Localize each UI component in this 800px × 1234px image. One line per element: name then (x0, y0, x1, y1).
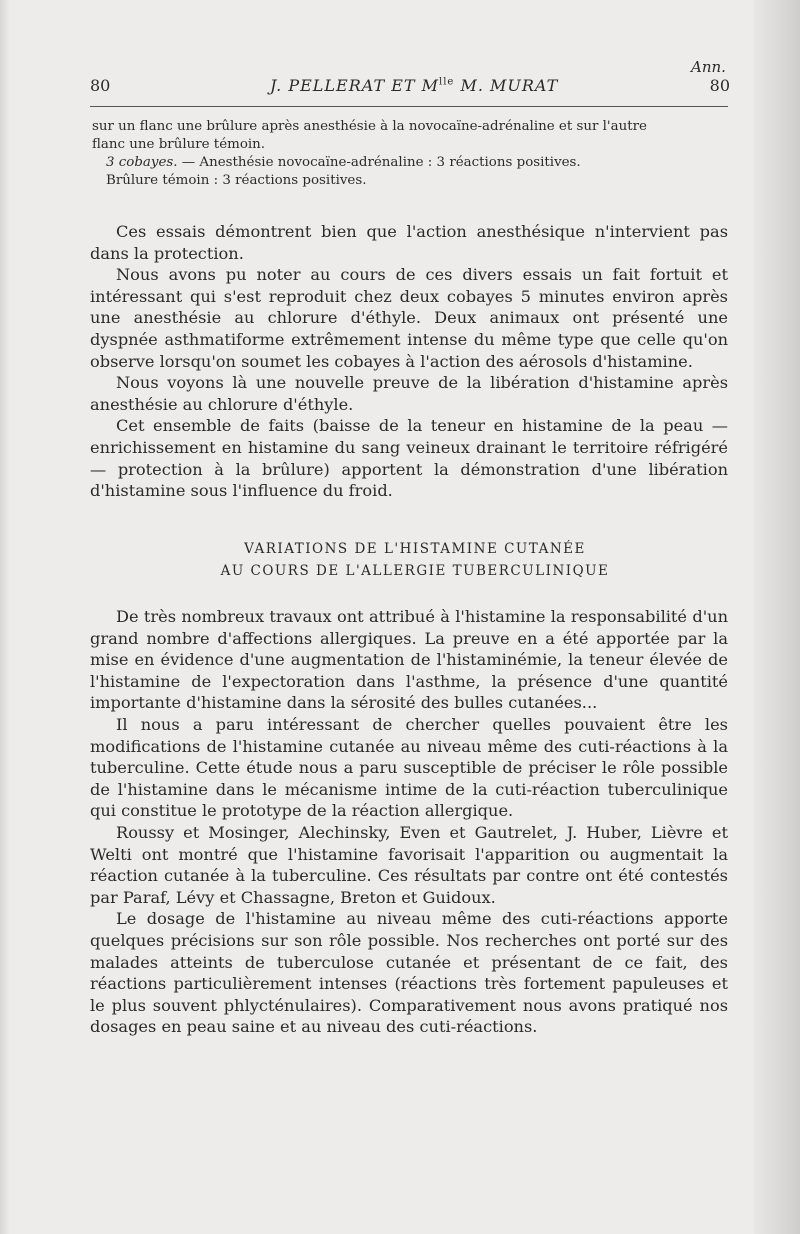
page-left-shadow (0, 0, 10, 1234)
note-line-rest: — Anesthésie novocaïne-adrénaline : 3 réactions positives. (177, 155, 581, 170)
header-rule (90, 106, 728, 107)
margin-annotation: Ann. (691, 58, 726, 76)
running-title (270, 76, 558, 95)
paragraph: Ces essais démontrent bien que l'action anesthésique n'intervient pas dans la protection. (90, 222, 728, 263)
body-block-top (90, 221, 728, 502)
note-line (92, 154, 732, 172)
note-line: Brûlure témoin : 3 réactions positives. (106, 173, 367, 188)
paragraph: Le dosage de l'histamine au niveau même des cuti-réactions apporte quelques précisions sur son rôle possible. Nos recherches ont porté sur des malades atteints de tuberculose cutanée et présentant de ce fait, des réactions particulièrement intenses (réactions très fortement papuleuses et le plus souvent phlycténulaires). Comparativement nous avons pratiqué nos dosages en peau saine et au niveau des cuti-réactions. (90, 909, 728, 1037)
paragraph: Cet ensemble de faits (baisse de la teneur en histamine de la peau — enrichissement en histamine du sang veineux drainant le territoire réfrigéré — protection à la brûlure) apportent la démonstration d'une libération d'histamine sous l'influence du froid. (90, 416, 728, 501)
running-title-surname: M. MURAT (454, 76, 559, 95)
running-title-superscript: lle (439, 76, 455, 88)
paragraph: De très nombreux travaux ont attribué à l'histamine la responsabilité d'un grand nombre d'affections allergiques. La preuve en a été apportée par la mise en évidence d'une augmentation de l'histaminémie, la teneur élevée de l'histamine de l'expectoration dans l'asthme, la présence d'une quantité importante d'histamine dans la sérosité des bulles cutanées... (90, 607, 728, 713)
running-title-authors: J. PELLERAT ET M (270, 76, 440, 95)
page-right-edge (754, 0, 800, 1234)
note-italic-label: 3 cobayes. (106, 155, 178, 170)
experiment-note (92, 118, 732, 190)
paragraph: Roussy et Mosinger, Alechinsky, Even et Gautrelet, J. Huber, Lièvre et Welti ont montré que l'histamine favorisait l'apparition ou augmentait la réaction cutanée à la tuberculine. Ces résultats par contre ont été contestés par Paraf, Lévy et Chassagne, Breton et Guidoux. (90, 822, 728, 907)
body-block-bottom (90, 606, 728, 1038)
page-number-left: 80 (90, 76, 111, 95)
paragraph: Nous voyons là une nouvelle preuve de la libération d'histamine après anesthésie au chlorure d'éthyle. (90, 373, 728, 414)
paragraph: Nous avons pu noter au cours de ces divers essais un fait fortuit et intéressant qui s'est reproduit chez deux cobayes 5 minutes environ après une anesthésie au chlorure d'éthyle. Deux animaux ont présenté une dyspnée asthmatiforme extrêmement intense du même type que celle qu'on observe lorsqu'on soumet les cobayes à l'action des aérosols d'histamine. (90, 265, 728, 371)
running-header (90, 76, 730, 100)
paragraph: Il nous a paru intéressant de chercher quelles pouvaient être les modifications de l'histamine cutanée au niveau même des cuti-réactions à la tuberculine. Cette étude nous a paru susceptible de préciser le rôle possible de l'histamine dans le mécanisme intime de la cuti-réaction tuberculinique qui constitue le prototype de la réaction allergique. (90, 714, 728, 821)
section-heading-line1: VARIATIONS DE L'HISTAMINE CUTANÉE (244, 541, 586, 557)
page-number-right: 80 (709, 76, 730, 95)
section-heading (90, 538, 740, 582)
section-heading-line2: AU COURS DE L'ALLERGIE TUBERCULINIQUE (220, 563, 610, 579)
note-line: sur un flanc une brûlure après anesthésie à la novocaïne-adrénaline et sur l'autre (92, 119, 647, 134)
note-line: flanc une brûlure témoin. (92, 137, 266, 152)
